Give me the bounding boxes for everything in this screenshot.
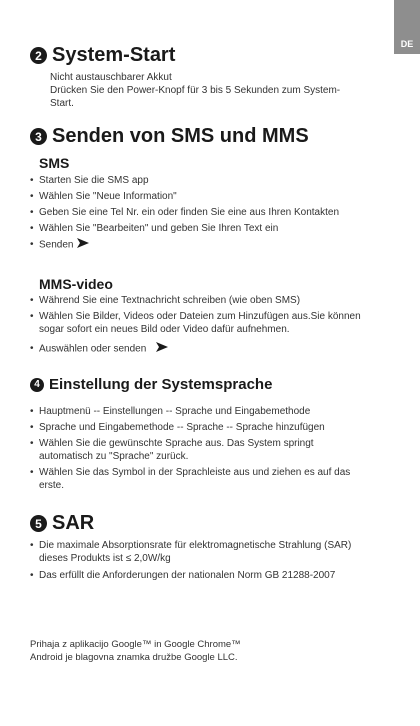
sms-item-1: • Starten Sie die SMS app [30, 174, 365, 187]
section-2-title [30, 44, 175, 67]
section-4-number: 4 [30, 378, 44, 392]
mms-item-3 [30, 342, 365, 356]
footer [30, 638, 370, 664]
section-4-title-text: Einstellung der Systemsprache [49, 376, 273, 393]
mms-item-2: • Wählen Sie Bilder, Videos oder Dateien zum Hinzufügen aus.Sie können sogar sofort ein neues Bild oder Video dafür aufnehmen. [30, 310, 365, 336]
section-2-title-text: System-Start [52, 44, 176, 66]
mms-item-3-text: Auswählen oder senden [39, 343, 147, 355]
send-arrow-icon [77, 238, 89, 252]
section-5-number: 5 [30, 515, 47, 532]
sms-list [30, 174, 365, 255]
section-5-title-text: SAR [52, 512, 95, 534]
footer-line-2: Android je blagovna znamka družbe Google LLC. [30, 652, 238, 663]
language-item-1: • Hauptmenü -- Einstellungen -- Sprache und Eingabemethode [30, 405, 365, 418]
sms-item-3: • Geben Sie eine Tel Nr. ein oder finden Sie eine aus Ihren Kontakten [30, 206, 365, 219]
sms-heading: SMS [39, 155, 70, 171]
mms-item-1: • Während Sie eine Textnachricht schreiben (wie oben SMS) [30, 294, 365, 307]
language-tab-label: DE [400, 39, 414, 49]
sar-list [30, 539, 365, 585]
language-item-2: • Sprache und Eingabemethode -- Sprache -- Sprache hinzufügen [30, 421, 365, 434]
section-2-number: 2 [30, 47, 47, 64]
language-list [30, 405, 365, 495]
language-item-3: • Wählen Sie die gewünschte Sprache aus. Das System springt automatisch zu "Sprache" zurück. [30, 437, 365, 463]
sms-item-2: • Wählen Sie "Neue Information" [30, 190, 365, 203]
section-5-title [30, 512, 94, 535]
mms-list [30, 294, 365, 359]
mms-heading: MMS-video [39, 276, 113, 292]
section-3-title [30, 125, 309, 148]
sar-item-1: • Die maximale Absorptionsrate für elektromagnetische Strahlung (SAR) dieses Produkts ist ≤ 2,0W/kg [30, 539, 365, 565]
section-2-line-1: Nicht austauschbarer Akkut [50, 72, 172, 83]
section-2-body [50, 71, 350, 110]
section-4-title [30, 376, 272, 393]
section-3-number: 3 [30, 128, 47, 145]
sms-item-5 [30, 238, 365, 252]
language-item-4: • Wählen Sie das Symbol in der Sprachleiste aus und ziehen es auf das erste. [30, 466, 365, 492]
sms-item-5-text: Senden [39, 239, 74, 251]
section-3-title-text: Senden von SMS und MMS [52, 125, 309, 147]
footer-line-1: Prihaja z aplikacijo Google™ in Google Chrome™ [30, 639, 241, 650]
sar-item-2: • Das erfüllt die Anforderungen der nationalen Norm GB 21288-2007 [30, 569, 365, 582]
section-2-line-2: Drücken Sie den Power-Knopf für 3 bis 5 Sekunden zum System-Start. [50, 85, 341, 109]
language-tab [394, 0, 420, 54]
sms-item-4: • Wählen Sie "Bearbeiten" und geben Sie Ihren Text ein [30, 222, 365, 235]
send-arrow-icon [156, 342, 168, 356]
